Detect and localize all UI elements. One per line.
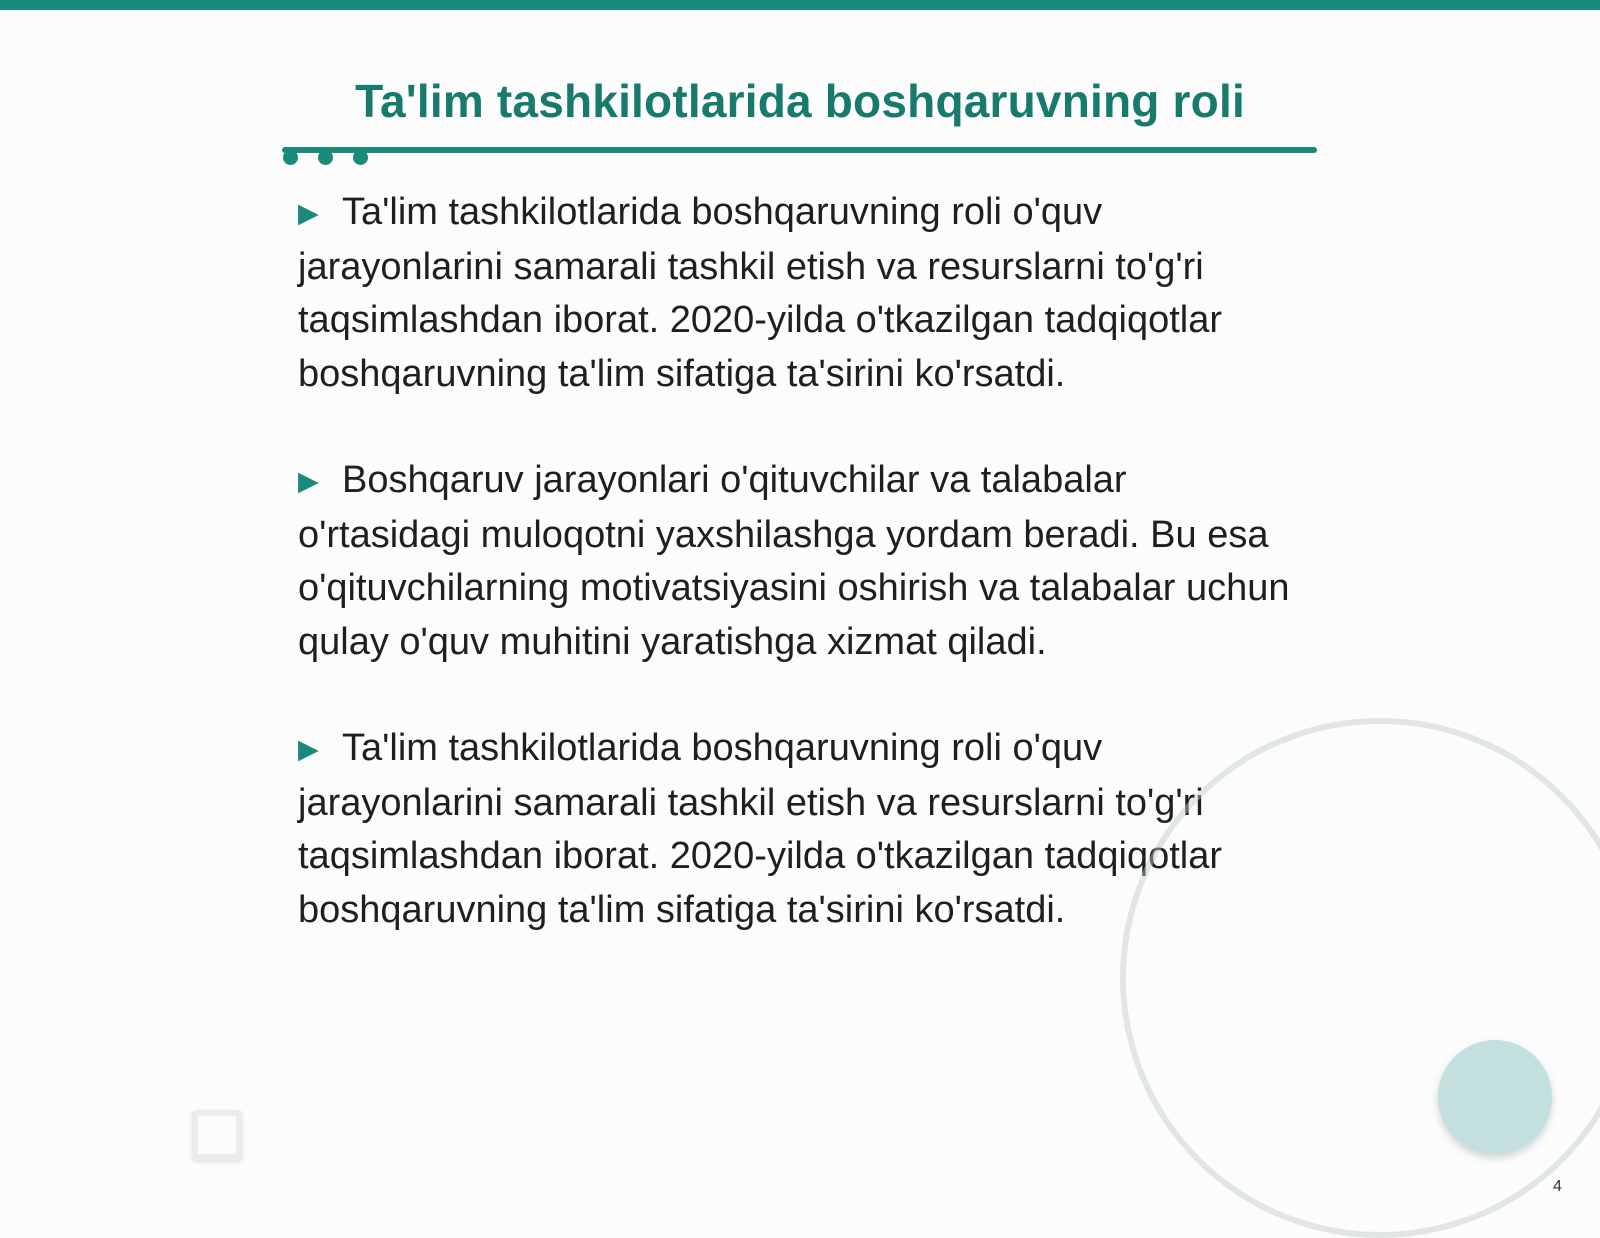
decor-dot-3 [353, 150, 368, 165]
decor-square [192, 1110, 242, 1160]
paragraph-text-1: Ta'lim tashkilotlarida boshqaruvning roli o'quv jarayonlarini samarali tashkil etish va resurslarni to'g'ri taqsimlashdan iborat. 2020-yilda o'tkazilgan tadqiqotlar boshqaruvning ta'lim sifatiga ta'sirini ko'rsatdi. [298, 191, 1223, 395]
page-number: 4 [1553, 1178, 1562, 1195]
decor-teal-circle [1438, 1040, 1552, 1154]
triangle-bullet-icon: ▶ [298, 198, 319, 228]
triangle-bullet-icon: ▶ [298, 734, 319, 764]
triangle-bullet-icon: ▶ [298, 466, 319, 496]
bullet-paragraph-2 [298, 454, 1308, 669]
title-underline [282, 147, 1317, 153]
bullet-paragraph-1 [298, 186, 1308, 401]
slide-title: Ta'lim tashkilotlarida boshqaruvning roli [355, 75, 1245, 127]
top-accent-bar [0, 0, 1600, 10]
decor-dot-2 [318, 150, 333, 165]
paragraph-text-3: Ta'lim tashkilotlarida boshqaruvning roli o'quv jarayonlarini samarali tashkil etish va resurslarni to'g'ri taqsimlashdan iborat. 2020-yilda o'tkazilgan tadqiqotlar boshqaruvning ta'lim sifatiga ta'sirini ko'rsatdi. [298, 727, 1223, 931]
paragraph-text-2: Boshqaruv jarayonlari o'qituvchilar va talabalar o'rtasidagi muloqotni yaxshilashga yordam beradi. Bu esa o'qituvchilarning motivatsiyasini oshirish va talabalar uchun qulay o'quv muhitini yaratishga xizmat qiladi. [298, 459, 1290, 663]
decor-dot-1 [283, 150, 298, 165]
